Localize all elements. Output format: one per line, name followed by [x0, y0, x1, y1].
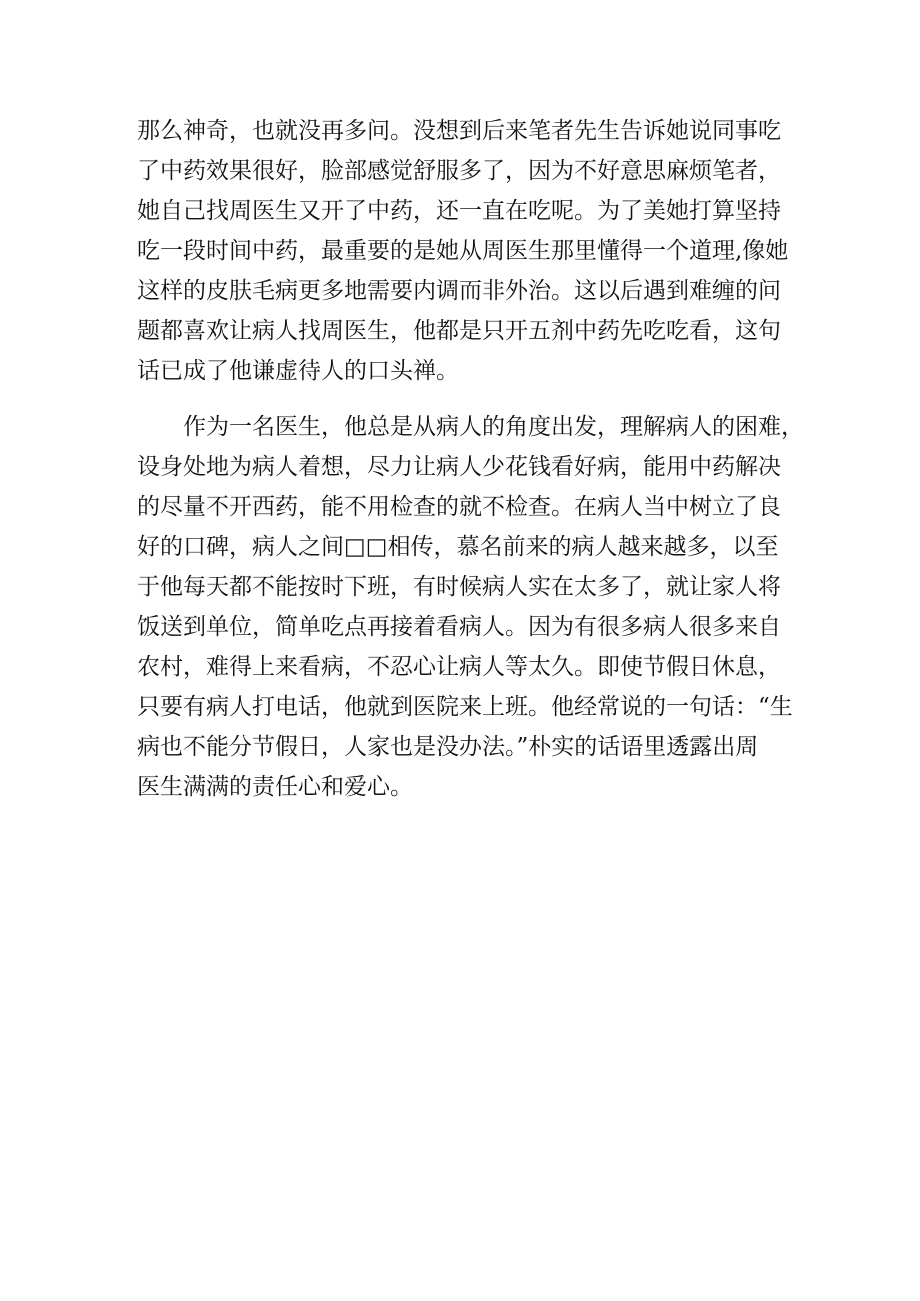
paragraph-2: [137, 407, 817, 807]
text-line: 她自己找周医生又开了中药，还一直在吃呢。为了美她打算坚持: [137, 198, 781, 224]
text-line: 作为一名医生，他总是从病人的角度出发，理解病人的困难，: [137, 414, 804, 440]
text-line: 话已成了他谦虚待人的口头禅。: [137, 358, 459, 384]
text-line: 医生满满的责任心和爱心。: [137, 774, 413, 800]
text-line: 的尽量不开西药，能不用检查的就不检查。在病人当中树立了良: [137, 494, 781, 520]
text-line: 题都喜欢让病人找周医生，他都是只开五剂中药先吃吃看，这句: [137, 318, 781, 344]
text-line: 农村，难得上来看病，不忍心让病人等太久。即使节假日休息，: [137, 654, 781, 680]
text-line: 饭送到单位，简单吃点再接着看病人。因为有很多病人很多来自: [137, 614, 781, 640]
text-line: 于他每天都不能按时下班，有时候病人实在太多了，就让家人将: [137, 574, 781, 600]
text-line: 好的口碑，病人之间□□相传，慕名前来的病人越来越多，以至: [137, 534, 779, 560]
paragraph-1: [137, 111, 817, 391]
body-text: [137, 111, 817, 807]
text-line: 设身处地为病人着想，尽力让病人少花钱看好病，能用中药解决: [137, 454, 781, 480]
paragraph-spacer: [137, 391, 817, 407]
text-line: 这样的皮肤毛病更多地需要内调而非外治。这以后遇到难缠的问: [137, 278, 781, 304]
text-line: 了中药效果很好，脸部感觉舒服多了，因为不好意思麻烦笔者，: [137, 158, 781, 184]
text-line: 病也不能分节假日，人家也是没办法。”朴实的话语里透露出周: [137, 734, 759, 760]
text-line: 吃一段时间中药，最重要的是她从周医生那里懂得一个道理,像她: [137, 238, 789, 264]
text-line: 只要有病人打电话，他就到医院来上班。他经常说的一句话：“生: [137, 694, 793, 720]
text-line: 那么神奇，也就没再多问。没想到后来笔者先生告诉她说同事吃: [137, 118, 781, 144]
